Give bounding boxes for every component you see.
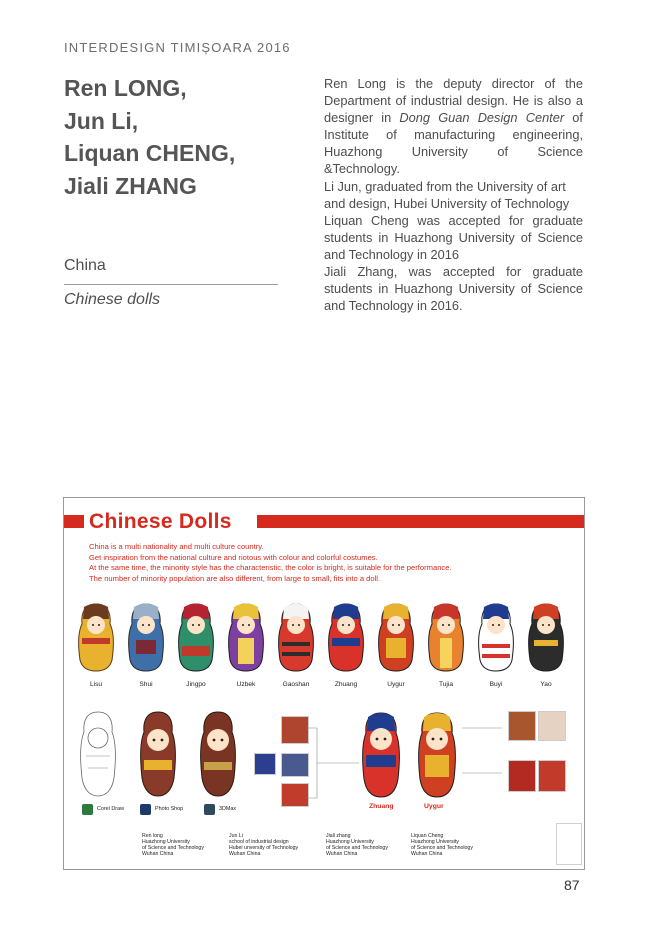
fabric-photo <box>281 783 309 807</box>
description-line: China is a multi nationality and multi culture country. <box>89 542 264 551</box>
credit-block: Ren long Huazhong University of Science and Technology Wuhan China <box>142 833 204 858</box>
author-bio <box>324 75 583 314</box>
doll-illustration <box>426 602 466 672</box>
colored-doll-side <box>201 712 236 796</box>
doll-lisu <box>74 602 118 688</box>
doll-zhuang <box>324 602 368 688</box>
page-number: 87 <box>564 877 580 893</box>
doll-label: Uygur <box>387 681 405 688</box>
divider <box>64 284 278 285</box>
credit-block: Jiali zhang Huazhong University of Science and Technology Wuhan China <box>326 833 388 858</box>
doll-label: Jingpo <box>186 681 206 688</box>
author-name: Jiali ZHANG <box>64 172 197 199</box>
connector-lines <box>462 723 506 783</box>
tool-label: Corel Draw <box>97 806 124 812</box>
photoshop-icon <box>140 804 151 815</box>
doll-illustration <box>226 602 266 672</box>
connector-lines <box>307 718 362 808</box>
doll-illustration <box>126 602 166 672</box>
colored-doll-front <box>141 712 176 796</box>
author-name: Liquan CHENG, <box>64 140 236 166</box>
doll-illustration <box>526 602 566 672</box>
author-name: Jun Li, <box>64 107 139 134</box>
project-title: Chinese dolls <box>64 291 161 308</box>
costume-photo <box>508 760 536 792</box>
doll-shui <box>124 602 168 688</box>
doll-uygur <box>374 602 418 688</box>
costume-photo <box>538 711 566 741</box>
doll-illustration <box>326 602 366 672</box>
country-label: China <box>64 257 106 274</box>
big-doll-zhuang <box>363 713 400 797</box>
doll-label: Lisu <box>89 681 103 688</box>
tool-label: 3DMax <box>219 806 237 812</box>
big-doll-uygur <box>419 713 456 797</box>
author-list <box>64 72 294 202</box>
big-doll-label: Uygur <box>424 803 444 810</box>
coreldraw-icon <box>82 804 93 815</box>
poster-title: Chinese Dolls <box>89 510 232 533</box>
fabric-photo <box>281 716 309 744</box>
doll-gaoshan <box>274 602 318 688</box>
sketch-doll <box>81 712 116 796</box>
costume-photo <box>538 760 566 792</box>
bio-paragraph: Li Jun, graduated from the University of art and design, Hubei University of Technology <box>324 178 570 211</box>
doll-label: Uzbek <box>236 681 256 688</box>
doll-label: Yao <box>540 681 552 688</box>
doll-yao <box>524 602 568 688</box>
registration-stamp <box>556 823 582 865</box>
journal-header: INTERDESIGN TIMIȘOARA 2016 <box>64 40 291 55</box>
poster-figure <box>63 497 585 870</box>
doll-illustration <box>276 602 316 672</box>
author-name: Ren LONG, <box>64 75 187 101</box>
bio-paragraph: Jiali Zhang, was accepted for graduate students in Huazhong University of Science and Technology in 2016. <box>324 264 583 314</box>
big-doll-label: Zhuang <box>369 803 394 810</box>
doll-illustration <box>176 602 216 672</box>
title-bar-right <box>257 515 584 528</box>
description-line: Get inspiration from the national culture and riotous with colour and colorful costumes. <box>89 552 378 562</box>
doll-illustration <box>76 602 116 672</box>
doll-label: Buyi <box>489 681 503 688</box>
credit-block: Jun Li school of industrial design Hubei unversity of Technology Wuhan China <box>229 833 299 858</box>
doll-label: Shui <box>139 681 153 688</box>
description-line: The number of minority population are also different, from large to small, fits into a doll. <box>89 573 381 583</box>
design-process-dolls <box>74 710 244 800</box>
big-dolls <box>359 711 459 801</box>
fabric-photo <box>281 753 309 777</box>
bio-paragraph: Liquan Cheng was accepted for graduate students in Huazhong University of Science and Technology in 2016 <box>324 212 583 262</box>
doll-illustration <box>476 602 516 672</box>
fabric-photo <box>254 753 276 775</box>
3dmax-icon <box>204 804 215 815</box>
description-line: At the same time, the minority style has the characteristic, the color is bright, is suitable for the performance. <box>89 563 452 573</box>
bio-paragraph: Ren Long is the deputy director of the Department of industrial design. He is also a designer in Dong Guan Design Center of Institute of manufacturing engineering, Huazhong University of Science &Technology. <box>324 76 583 177</box>
poster-description <box>89 542 452 584</box>
doll-jingpo <box>174 602 218 688</box>
tool-label: Photo Shop <box>155 806 184 812</box>
doll-label: Zhuang <box>334 681 358 688</box>
credit-block: Liquan Cheng Huazhong University of Science and Technology Wuhan China <box>411 833 473 858</box>
doll-label: Tujia <box>438 681 454 688</box>
doll-buyi <box>474 602 518 688</box>
doll-uzbek <box>224 602 268 688</box>
costume-photo <box>508 711 536 741</box>
title-bar-left <box>64 515 84 528</box>
doll-label: Gaoshan <box>282 681 310 688</box>
doll-tujia <box>424 602 468 688</box>
doll-illustration <box>376 602 416 672</box>
